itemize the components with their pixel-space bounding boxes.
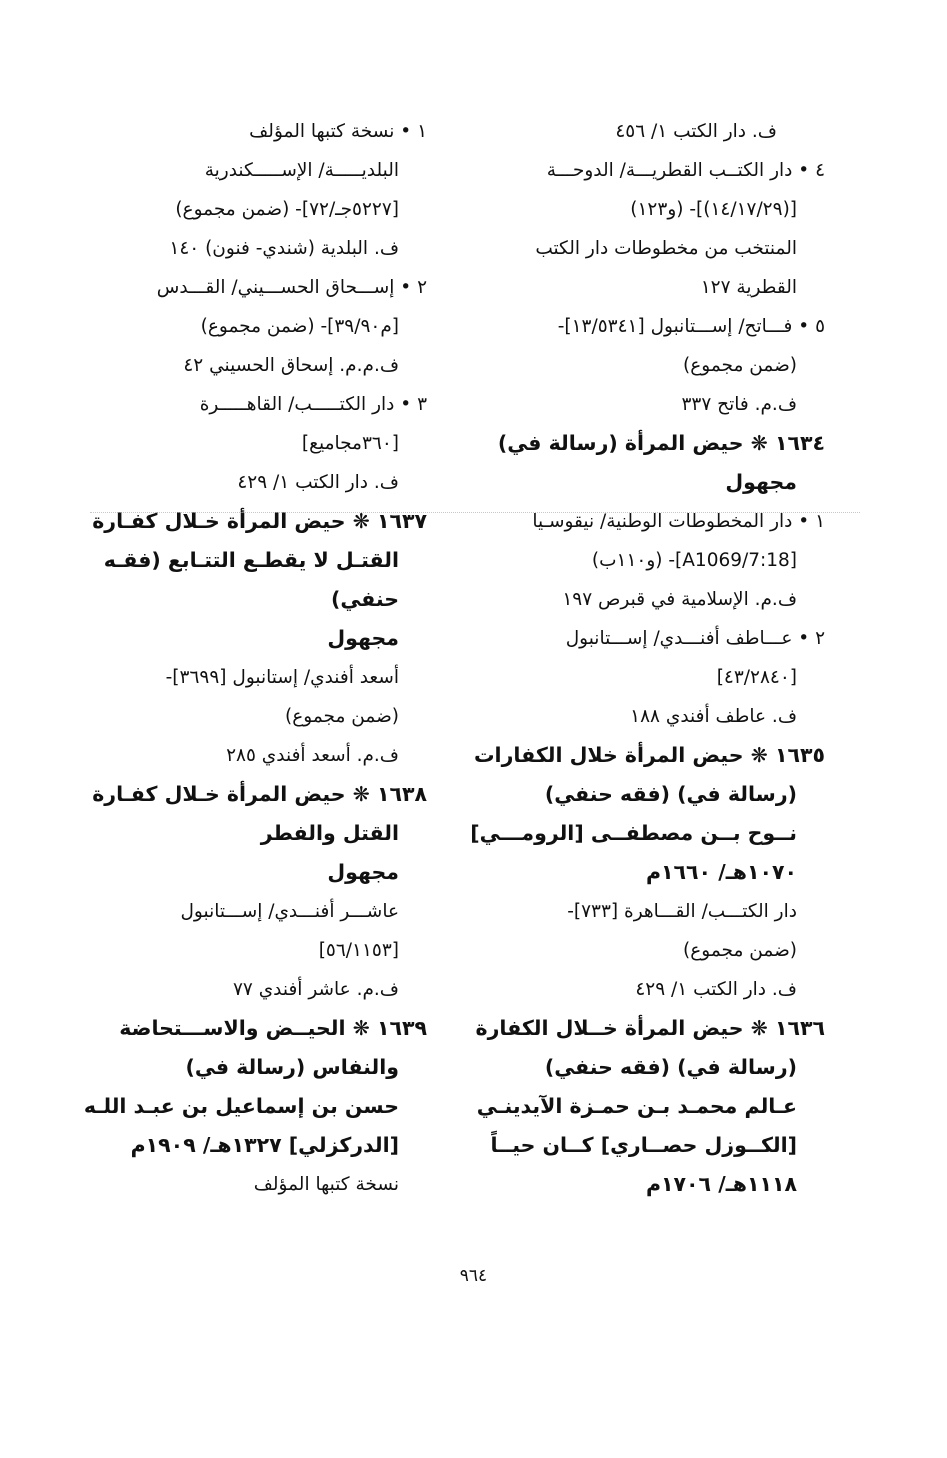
text-line: (ضمن مجموع) <box>683 355 797 376</box>
text-line: ١٦٣٧ ❋ حيض المرأة خـلال كفـارة <box>92 509 427 533</box>
text-line: ١٦٣٩ ❋ الحيــض والاســـتحاضة <box>119 1016 427 1040</box>
text-line: ف.م.م. إسحاق الحسيني ٤٢ <box>183 355 399 376</box>
text-line: ف. عاطف أفندي ١٨٨ <box>630 706 797 727</box>
text-line: مجهول <box>327 860 399 884</box>
text-line: عـالم محمـد بـن حمـزة الآيدينـي <box>476 1094 797 1118</box>
text-line: [(١٤/١٧/٢٩)]- (و١٢٣) <box>630 199 797 220</box>
text-line: ١٦٣٨ ❋ حيض المرأة خـلال كفـارة <box>92 782 427 806</box>
text-line: مجهول <box>725 470 797 494</box>
text-line: (ضمن مجموع) <box>683 940 797 961</box>
text-line: [٤٣/٢٨٤٠] <box>716 667 797 688</box>
text-line: ١٦٣٦ ❋ حيض المرأة خــلال الكفارة <box>475 1016 825 1040</box>
text-line: ٢ • عـــاطف أفنـــدي/ إســـتانبول <box>565 628 825 649</box>
text-line: والنفاس (رسالة في) <box>185 1055 399 1079</box>
text-line: القتل والفطر <box>260 821 399 845</box>
text-line: ف.م. فاتح ٣٣٧ <box>681 394 797 415</box>
text-line: ف. دار الكتب ١/ ٤٢٩ <box>237 472 399 493</box>
text-line: المنتخب من مخطوطات دار الكتب <box>535 238 797 259</box>
text-line: دار الكتـــب/ القـــاهرة [٧٣٣]- <box>567 901 797 922</box>
text-line: حنفي) <box>330 587 399 611</box>
text-line: ١٦٣٥ ❋ حيض المرأة خلال الكفارات <box>473 743 825 767</box>
text-line: ١١١٨هـ/ ١٧٠٦م <box>645 1172 797 1196</box>
text-line: عاشـــر أفنـــدي/ إســـتانبول <box>180 901 399 922</box>
text-line: ١ • دار المخطوطات الوطنية/ نيقوسـيا <box>532 511 825 532</box>
text-line: القتـل لا يقطـع التتـابع (فقـه <box>103 548 399 572</box>
text-line: نــوح بــن مصطفــى [الرومـــي] <box>470 821 797 845</box>
right-column <box>470 112 825 1204</box>
text-line: ف.م. عاشر أفندي ٧٧ <box>232 979 399 1000</box>
text-line: ١٦٣٤ ❋ حيض المرأة (رسالة في) <box>497 431 825 455</box>
text-line: البلديـــــة/ الإســـــكندرية <box>204 160 399 181</box>
text-line: (رسالة في) (فقه حنفي) <box>544 782 797 806</box>
text-line: ٥ • فـــاتح/ إســـتانبول [١٣/٥٣٤١]- <box>557 316 825 337</box>
text-line: [A1069/7:18]- (و١١٠ب) <box>591 550 797 571</box>
page-number: ٩٦٤ <box>459 1266 488 1286</box>
text-line: ٣ • دار الكتـــــب/ القاهـــــرة <box>199 394 427 415</box>
left-column <box>83 112 427 1204</box>
text-line: [٣٦٠مجاميع] <box>301 433 399 454</box>
text-line: [الدركزلي] ١٣٢٧هـ/ ١٩٠٩م <box>130 1133 399 1157</box>
text-line: ف.م. أسعد أفندي ٢٨٥ <box>226 745 399 766</box>
text-line: ف. دار الكتب ١/ ٤٢٩ <box>635 979 797 1000</box>
text-line: [٥٢٢٧جـ/٧٢]- (ضمن مجموع) <box>175 199 399 220</box>
text-line: [الكــوزل حصــاري] كــان حيــاً <box>490 1133 797 1157</box>
text-line: نسخة كتبها المؤلف <box>253 1174 399 1195</box>
text-line: ف. البلدية (شندي- فنون) ١٤٠ <box>169 238 399 259</box>
text-line: مجهول <box>327 626 399 650</box>
text-line: حسن بن إسماعيل بن عبـد اللـه <box>83 1094 399 1118</box>
text-line: أسعد أفندي/ إستانبول [٣٦٩٩]- <box>165 667 399 688</box>
text-line: ٢ • إســـحاق الحســـيني/ القـــدس <box>156 277 427 298</box>
text-line: [٥٦/١١٥٣] <box>318 940 399 961</box>
text-line: (ضمن مجموع) <box>285 706 399 727</box>
text-line: (رسالة في) (فقه حنفي) <box>544 1055 797 1079</box>
text-line: ف. دار الكتب ١/ ٤٥٦ <box>615 121 777 142</box>
text-line: ١٠٧٠هـ/ ١٦٦٠م <box>645 860 797 884</box>
text-line: ٤ • دار الكتــب القطريـــة/ الدوحـــة <box>546 160 825 181</box>
text-line: ف.م. الإسلامية في قبرص ١٩٧ <box>562 589 797 610</box>
text-line: [م٣٩/٩٠]- (ضمن مجموع) <box>200 316 399 337</box>
text-line: القطرية ١٢٧ <box>700 277 797 298</box>
text-line: ١ • نسخة كتبها المؤلف <box>249 121 427 142</box>
